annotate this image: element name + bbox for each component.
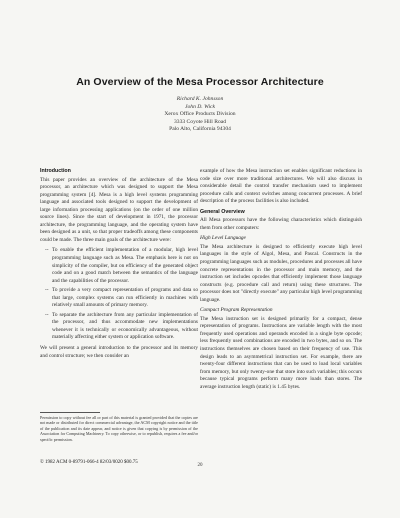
goal-item: -- To enable the efficient implementation of a modular, high level programming language such as Mesa. The emphasis here is not on simplicity of the compiler, but on efficiency of the generated object code and on a good match between the semantics of the language and the capabilities of the processor. (40, 247, 198, 285)
subheading-high-level-language: High Level Language (200, 235, 246, 242)
address-city: Palo Alto, California 94304 (169, 126, 231, 132)
goals-list (40, 247, 198, 342)
affiliation: Xerox Office Products Division (164, 111, 236, 117)
permission-footnote (40, 412, 198, 442)
address-street: 3333 Coyote Hill Road (173, 118, 227, 125)
high-level-language-paragraph: The Mesa architecture is designed to efficiently execute high level languages in the style of Algol, Mesa, and Pascal. Constructs in the programming languages such as modules, procedures and processes all have concrete representations in the processor and main memory, and the instruction set includes opcodes that efficiently implement those language constructs (e.g. procedure call and return) using these structures. The processor does not "directly execute" any particular high level programming language. (200, 243, 362, 303)
section-heading-general-overview: General Overview (200, 208, 245, 215)
goal-item: -- To provide a very compact representation of programs and data so that large, complex systems can run efficiently in machines with relatively small amounts of primary memory. (40, 287, 198, 310)
compact-program-paragraph: The Mesa instruction set is designed primarily for a compact, dense representation of programs. Instructions are variable length with the most frequently used operations and operands encoded in a single byte opcode; less frequently used combinations are encoded in two bytes, and so on. The instructions themselves are chosen based on their frequency of use. This design leads to an asymmetrical instruction set. For example, there are twenty-four different instructions that can be used to load local variables from memory, but only twenty-one that store into such variables; this occurs because typical programs perform many more loads than stores. The average instruction length (static) is 1.45 bytes. (200, 315, 362, 390)
paper-title: An Overview of the Mesa Processor Architecture (76, 76, 324, 88)
overview-paragraph: All Mesa processors have the following characteristics which distinguish them from other computers: (200, 217, 362, 231)
left-column (40, 168, 198, 363)
footnote-text: Permission to copy without fee all or part of this material is granted provided that the copies are not made or distributed for direct commercial advantage, the ACM copyright notice and the title of the publication and its date appear, and notice is given that copying is by permission of the Association for Computing Machinery. To copy otherwise, or to republish, requires a fee and/or specific permission. (40, 415, 198, 442)
copyright-line: © 1982 ACM 0-89791-066-4 82/03/0020 $00.75 (40, 460, 138, 465)
intro-paragraph: This paper provides an overview of the architecture of the Mesa processor, an architecture which was designed to support the Mesa programming system [4]. Mesa is a high level systems programming language and associated tools designed to support the development of large information processing applications (on the order of one million source lines). Since the start of development in 1971, the processor architecture, the programming language, and the operating system have been designed as a unit, so that proper tradeoffs among these components could be made. The three main goals of the architecture were: (40, 176, 198, 243)
subheading-compact-program: Compact Program Representation (200, 307, 273, 314)
continued-paragraph: example of how the Mesa instruction set enables significant reductions in code size over more traditional architectures. We will also discuss in considerable detail the control transfer mechanism used to implement procedure calls and context switches among concurrent processes. A brief description of the process facilities is also included. (200, 168, 362, 205)
author-name-1: Richard K. Johnsson (176, 96, 224, 102)
footnote-rule (40, 412, 100, 413)
page-number: 20 (197, 463, 203, 468)
section-heading-introduction: Introduction (40, 168, 71, 174)
right-column (200, 168, 362, 394)
goal-item: -- To separate the architecture from any particular implementation of the processor, and thus accommodate new implementations whenever it is technically or economically advantageous, without materially affecting either system or application software. (40, 312, 198, 342)
intro-closing-paragraph: We will present a general introduction to the processor and its memory and control structure; we then consider an (40, 345, 198, 359)
author-block (100, 96, 300, 134)
author-name-2: John D. Wick (185, 103, 215, 110)
